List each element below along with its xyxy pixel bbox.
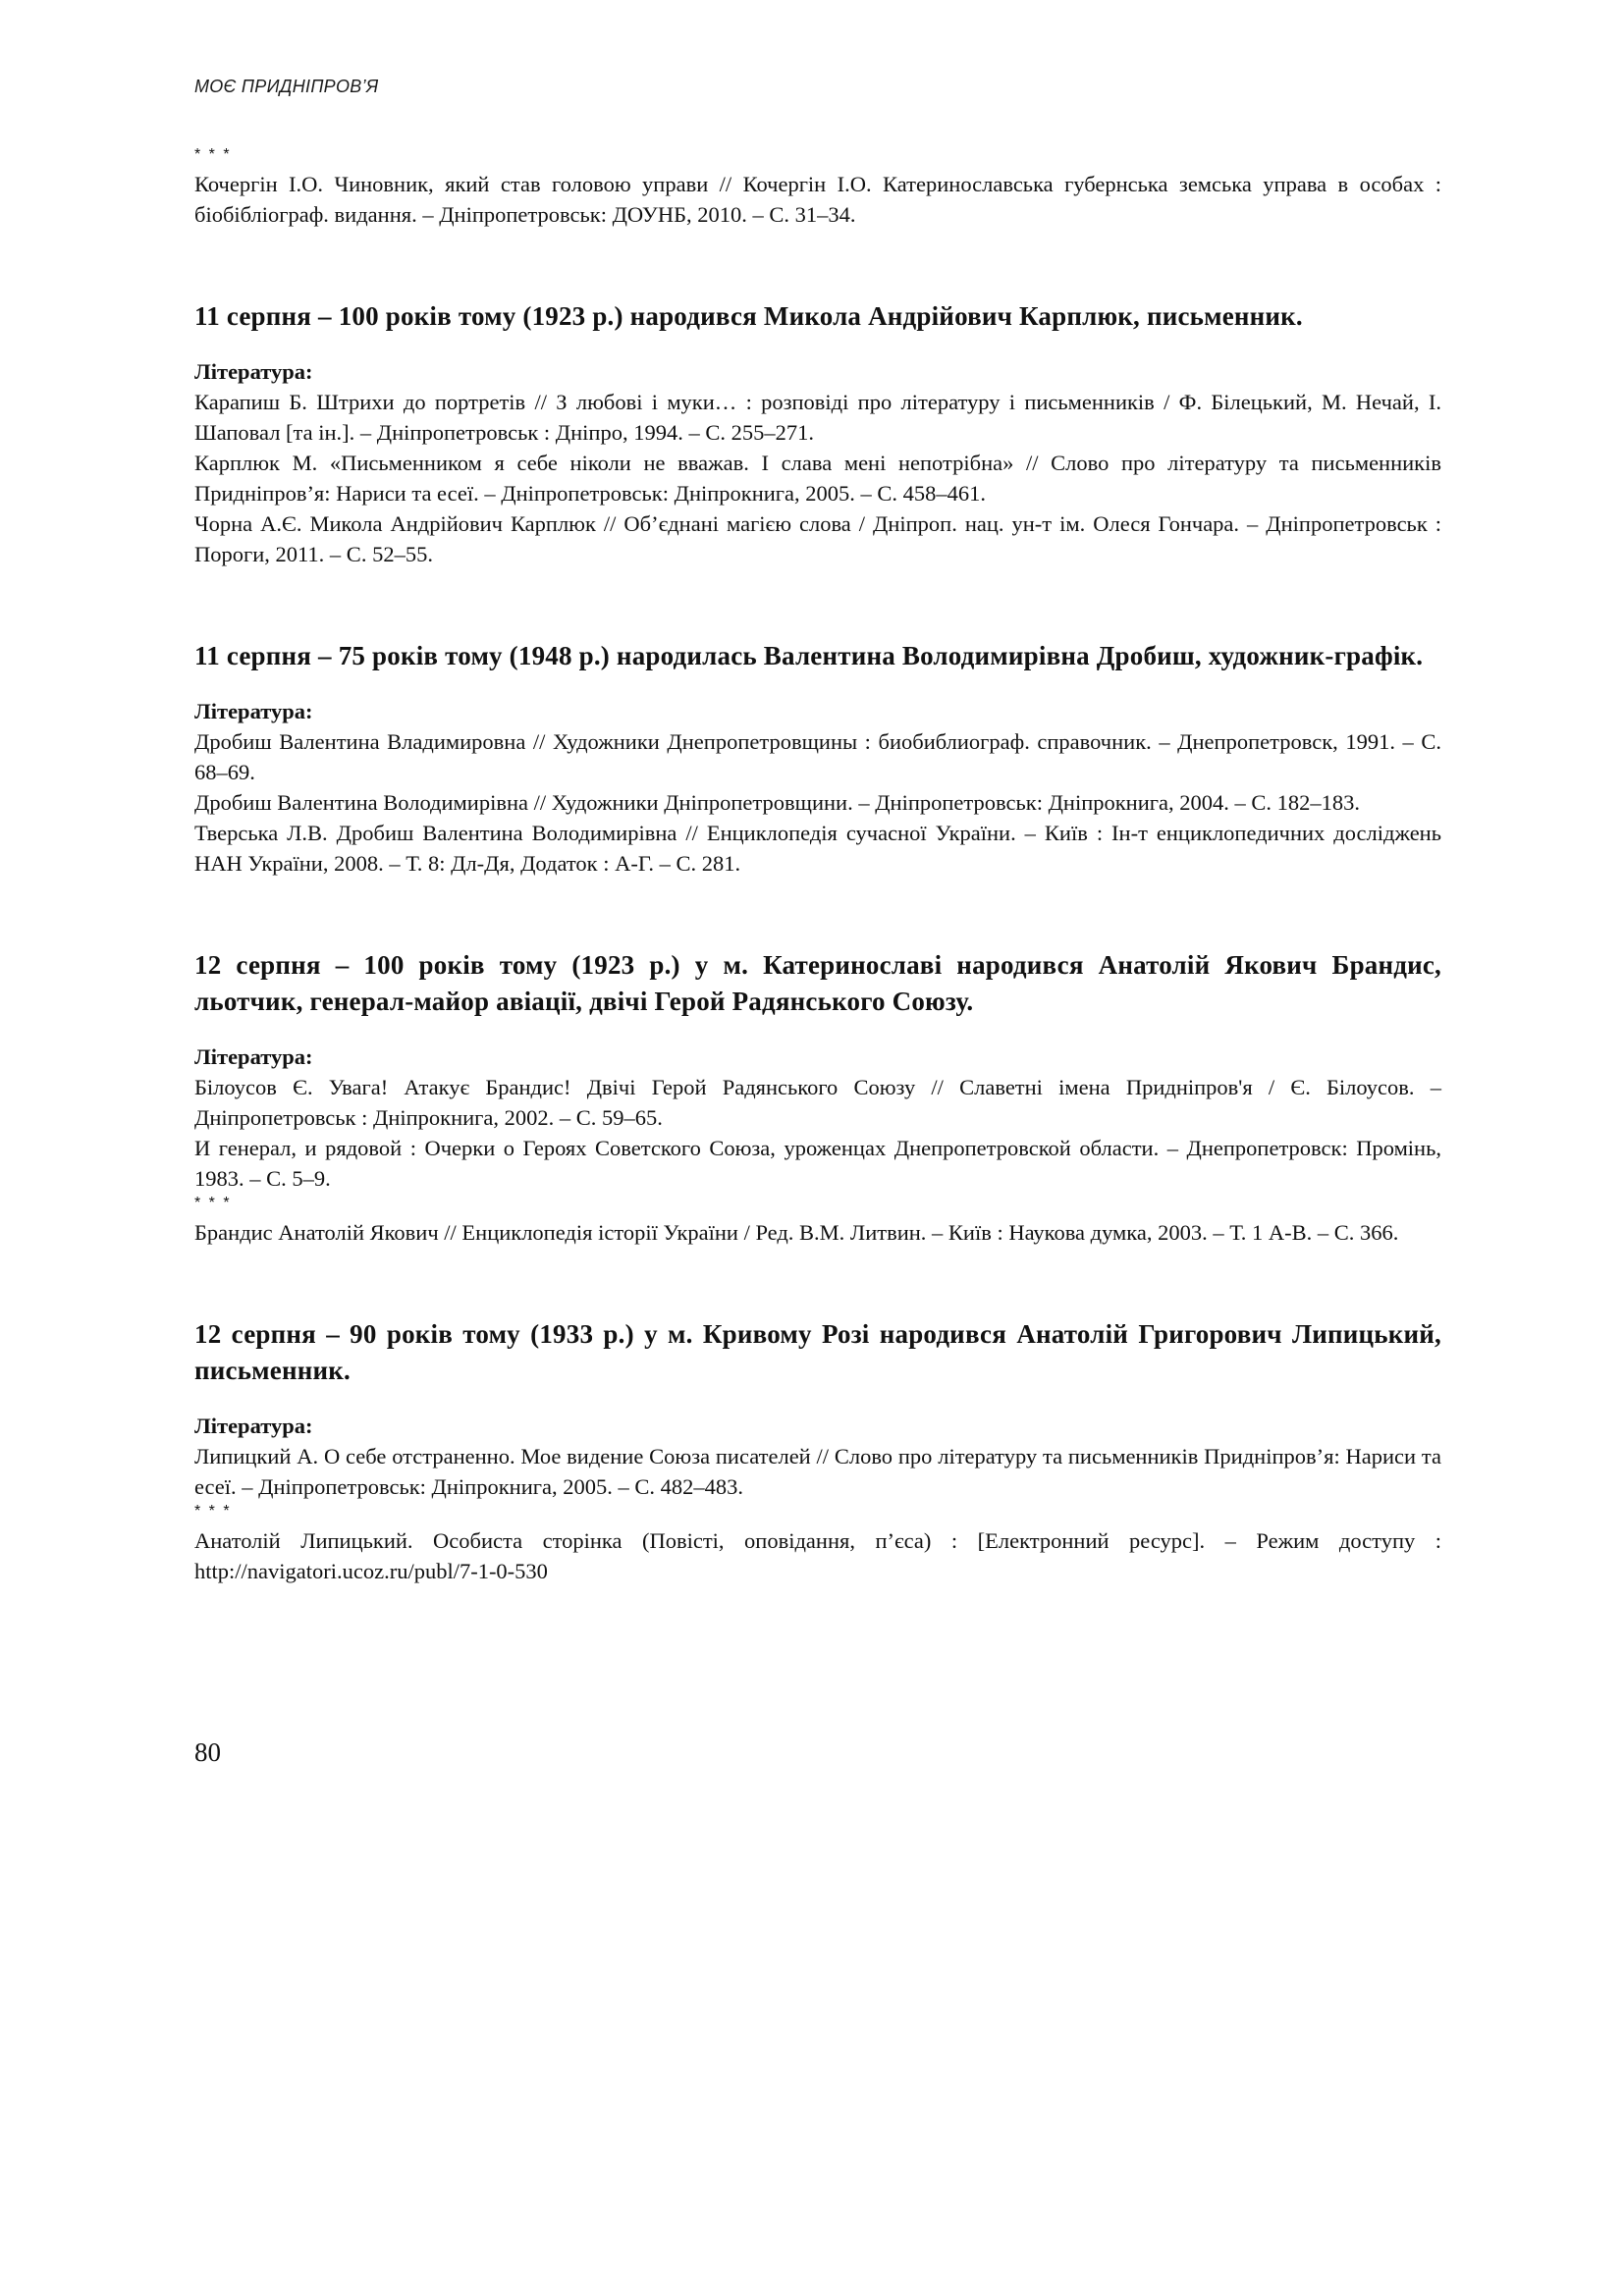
literature-label: Література:	[194, 1414, 313, 1438]
anniversary-section	[194, 1316, 1441, 1586]
bibliography-entry: Дробиш Валентина Володимирівна // Художники Дніпропетровщини. – Дніпропетровськ: Дніпрокнига, 2004. – С. 182–183.	[194, 790, 1360, 815]
section-separator: * * *	[194, 146, 232, 163]
page-content	[194, 145, 1441, 1586]
events-list	[194, 298, 1441, 1586]
literature-label: Література:	[194, 699, 313, 723]
running-head: МОЄ ПРИДНІПРОВ’Я	[194, 77, 379, 96]
bibliography-entry: Анатолій Липицький. Особиста сторінка (Повісті, оповідання, п’єса) : [Електронний ресурс]. – Режим доступу : http://navigatori.ucoz.ru/publ/7-1-0-530	[194, 1528, 1441, 1583]
anniversary-section	[194, 298, 1441, 569]
page-number: 80	[194, 1737, 221, 1767]
literature-label: Література:	[194, 359, 313, 384]
anniversary-heading: 12 серпня – 100 років тому (1923 р.) у м. Катеринославі народився Анатолій Якович Брандис, льотчик, генерал-майор авіації, двічі Герой Радянського Союзу.	[194, 950, 1441, 1016]
bibliography-entry: Липицкий А. О себе отстраненно. Мое видение Союза писателей // Слово про літературу та письменників Придніпров’я: Нариси та есеї. – Дніпропетровськ: Дніпрокнига, 2005. – С. 482–483.	[194, 1444, 1441, 1499]
anniversary-section	[194, 638, 1441, 879]
bibliography-entry: Тверська Л.В. Дробиш Валентина Володимирівна // Енциклопедія сучасної України. – Київ : Ін-т енциклопедичних досліджень НАН України, 2008. – Т. 8: Дл-Дя, Додаток : А-Г. – С. 281.	[194, 821, 1441, 876]
bibliography-entry: Карплюк М. «Письменником я себе ніколи не вважав. І слава мені непотрібна» // Слово про літературу та письменників Придніпров’я: Нариси та есеї. – Дніпропетровськ: Дніпрокнига, 2005. – С. 458–461.	[194, 451, 1441, 506]
anniversary-heading: 11 серпня – 100 років тому (1923 р.) народився Микола Андрійович Карплюк, письменник.	[194, 301, 1303, 331]
anniversary-section	[194, 947, 1441, 1248]
anniversary-heading: 11 серпня – 75 років тому (1948 р.) народилась Валентина Володимирівна Дробиш, художник-графік.	[194, 641, 1424, 670]
anniversary-heading: 12 серпня – 90 років тому (1933 р.) у м. Кривому Розі народився Анатолій Григорович Липицький, письменник.	[194, 1319, 1441, 1385]
bibliography-entry: Чорна А.Є. Микола Андрійович Карплюк // Об’єднані магією слова / Дніпроп. нац. ун-т ім. Олеся Гончара. – Дніпропетровськ : Пороги, 2011. – С. 52–55.	[194, 511, 1441, 566]
section-separator: * * *	[194, 1195, 232, 1211]
bibliography-entry: Кочергін І.О. Чиновник, який став головою управи // Кочергін І.О. Катеринославська губернська земська управа в особах : біобібліограф. видання. – Дніпропетровськ: ДОУНБ, 2010. – С. 31–34.	[194, 172, 1441, 227]
section-separator: * * *	[194, 1503, 232, 1520]
bibliography-entry: Дробиш Валентина Владимировна // Художники Днепропетровщины : биобиблиограф. справочник. – Днепропетровск, 1991. – С. 68–69.	[194, 729, 1441, 784]
bibliography-entry: И генерал, и рядовой : Очерки о Героях Советского Союза, уроженцах Днепропетровской области. – Днепропетровск: Промінь, 1983. – С. 5–9.	[194, 1136, 1441, 1191]
bibliography-entry: Білоусов Є. Увага! Атакує Брандис! Двічі Герой Радянського Союзу // Славетні імена Придніпров'я / Є. Білоусов. – Дніпропетровськ : Дніпрокнига, 2002. – С. 59–65.	[194, 1075, 1441, 1130]
bibliography-entry: Брандис Анатолій Якович // Енциклопедія історії України / Ред. В.М. Литвин. – Київ : Наукова думка, 2003. – Т. 1 А-В. – С. 366.	[194, 1220, 1399, 1245]
bibliography-entry: Карапиш Б. Штрихи до портретів // З любові і муки… : розповіді про літературу і письменників / Ф. Білецький, М. Нечай, І. Шаповал [та ін.]. – Дніпропетровськ : Дніпро, 1994. – С. 255–271.	[194, 390, 1441, 445]
literature-label: Література:	[194, 1044, 313, 1069]
